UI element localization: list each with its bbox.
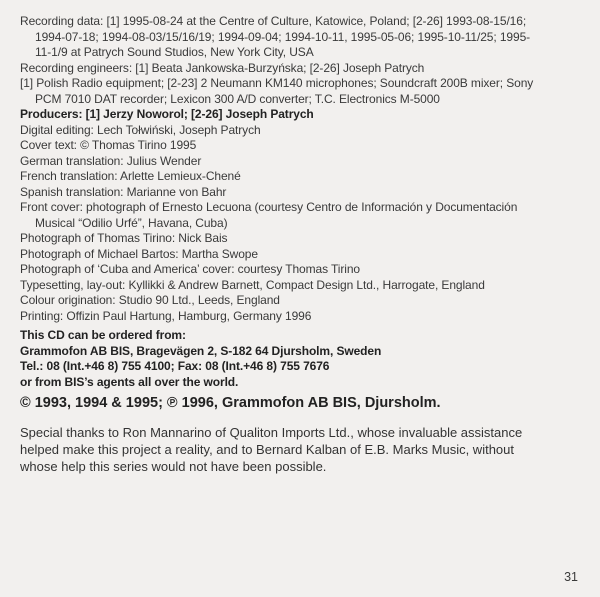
page-number: 31 — [564, 570, 578, 584]
order-phone-fax: Tel.: 08 (Int.+46 8) 755 4100; Fax: 08 (Int.+46 8) 755 7676 — [20, 359, 330, 373]
recording-data-line-2: 1994-07-18; 1994-08-03/15/16/19; 1994-09-04; 1994-10-11, 1995-05-06; 1995-10-11/25; 1995- — [35, 29, 531, 44]
booklet-page — [20, 14, 586, 475]
special-thanks-line-3: whose help this series would not have been possible. — [20, 459, 327, 474]
order-agents: or from BIS’s agents all over the world. — [20, 374, 239, 389]
typesetting-credit: Typesetting, lay-out: Kyllikki & Andrew Barnett, Compact Design Ltd., Harrogate, England — [20, 277, 485, 292]
digital-editing: Digital editing: Lech Tołwiński, Joseph Patrych — [20, 122, 261, 137]
special-thanks-line-2: helped make this project a reality, and to Bernard Kalban of E.B. Marks Music, without — [20, 442, 514, 457]
photo-credit-tirino: Photograph of Thomas Tirino: Nick Bais — [20, 231, 228, 245]
producers: Producers: [1] Jerzy Noworol; [2-26] Joseph Patrych — [20, 107, 314, 121]
printing-credit: Printing: Offizin Paul Hartung, Hamburg, Germany 1996 — [20, 308, 312, 323]
order-heading: This CD can be ordered from: — [20, 328, 186, 342]
equipment-line-1: [1] Polish Radio equipment; [2-23] 2 Neumann KM140 microphones; Soundcraft 200B mixer; Sony — [20, 76, 534, 90]
equipment-line-2: PCM 7010 DAT recorder; Lexicon 300 A/D converter; T.C. Electronics M-5000 — [35, 91, 440, 106]
front-cover-line-1: Front cover: photograph of Ernesto Lecuona (courtesy Centro de Información y Documentación — [20, 200, 518, 214]
recording-data-line-3: 11-1/9 at Patrych Sound Studios, New York City, USA — [35, 45, 314, 59]
german-translation: German translation: Julius Wender — [20, 153, 202, 168]
special-thanks — [20, 424, 586, 475]
recording-engineers: Recording engineers: [1] Beata Jankowska-Burzyńska; [2-26] Joseph Patrych — [20, 60, 425, 75]
photo-credit-bartos: Photograph of Michael Bartos: Martha Swope — [20, 246, 258, 261]
recording-data-line-1: Recording data: [1] 1995-08-24 at the Centre of Culture, Katowice, Poland; [2-26] 1993-08-15/16; — [20, 14, 527, 28]
spanish-translation: Spanish translation: Marianne von Bahr — [20, 184, 227, 199]
french-translation: French translation: Arlette Lemieux-Chené — [20, 169, 241, 183]
cover-text: Cover text: © Thomas Tirino 1995 — [20, 138, 197, 152]
special-thanks-line-1: Special thanks to Ron Mannarino of Qualiton Imports Ltd., whose invaluable assistance — [20, 425, 523, 440]
copyright-notice: © 1993, 1994 & 1995; ℗ 1996, Grammofon AB BIS, Djursholm. — [20, 395, 441, 411]
photo-credit-cuba-cover: Photograph of ‘Cuba and America’ cover: courtesy Thomas Tirino — [20, 262, 360, 276]
front-cover-line-2: Musical “Odilio Urfé”, Havana, Cuba) — [35, 215, 228, 230]
colour-origination: Colour origination: Studio 90 Ltd., Leeds, England — [20, 293, 280, 307]
order-address: Grammofon AB BIS, Bragevägen 2, S-182 64 Djursholm, Sweden — [20, 343, 382, 358]
